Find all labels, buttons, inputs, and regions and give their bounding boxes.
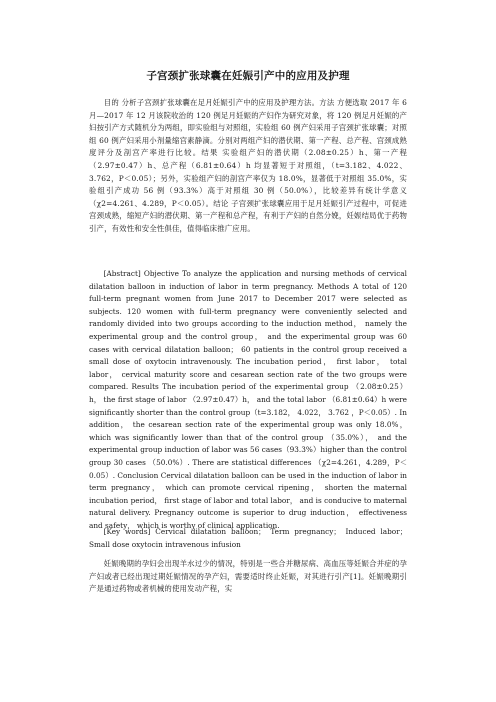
english-abstract: [Abstract] Objective To analyze the application and nursing methods of cervical dilatation balloon in induction of labor in term pregnancy. Methods A total of 120 full-term pregnant women from June 2017 to December 2017 were selected as subjects. 120 women with full-term pregnancy were conveniently selected and randomly divided into two groups according to the induction method， namely the experimental group and the control group， and the experimental group was 60 cases with cervical dilatation balloon； 60 patients in the control group received a small dose of oxytocin intravenously. The incubation period， first labor， total labor， cervical maturity score and cesarean section rate of the two groups were compared. Results The incubation period of the experimental group （2.08±0.25）h， the first stage of labor （2.97±0.47）h， and the total labor （6.81±0.64）h were significantly shorter than the control group（t=3.182， 4.022， 3.762 ，P＜0.05）. In addition， the cesarean section rate of the experimental group was only 18.0%， which was significantly lower than that of the control group （35.0%）， and the experimental group induction of labor was 56 cases（93.3%）higher than the control group 30 cases （50.0%）. There are statistical differences （χ2=4.261，4.289，P＜0.05）. Conclusion Cervical dilatation balloon can be used in the induction of labor in term pregnancy， which can promote cervical ripening， shorten the maternal incubation period， first stage of labor and total labor， and is conducive to maternal natural delivery. Pregnancy outcome is superior to drug induction， effectiveness and safety， which is worthy of clinical application. <box>89 269 407 530</box>
chinese-abstract: 目的 分析子宫颈扩张球囊在足月妊娠引产中的应用及护理方法。方法 方便选取 2017 年 6 月—2017 年 12 月该院收治的 120 例足月妊娠的产妇作为研究对象，将 120 例足月妊娠的产妇按引产方式随机分为两组，即实验组与对照组，实验组 60 例产妇采用子宫颈扩张球囊；对照组 60 例产妇采用小剂量缩宫素静滴。分别对两组产妇的潜伏期、第一产程、总产程、宫颈成熟度评分及剖宫产率进行比较。结果 实验组产妇的潜伏期（2.08±0.25）h、第一产程（2.97±0.47）h、总产程（6.81±0.64）h 均显著短于对照组，（t=3.182、4.022、3.762，P＜0.05）；另外，实验组产妇的剖宫产率仅为 18.0%，显著低于对照组 35.0%，实验组引产成功 56 例（93.3%）高于对照组 30 例（50.0%），比较差异有统计学意义（χ2=4.261、4.289，P＜0.05）。结论 子宫颈扩张球囊应用于足月妊娠引产过程中，可促进宫颈成熟，缩短产妇的潜伏期、第一产程和总产程，有利于产妇的自然分娩，妊娠结局优于药物引产，有效性和安全性俱佳，值得临床推广应用。 <box>89 98 407 233</box>
keywords: [Key words] Cervical dilatation balloon； Term pregnancy； Induced labor； Small dose oxytocin intravenous infusion <box>89 527 407 549</box>
paper-title: 子宫颈扩张球囊在妊娠引产中的应用及护理 <box>146 70 350 82</box>
introduction-paragraph: 妊娠晚期的孕妇会出现羊水过少的情况，特别是一些合并糖尿病、高血压等妊娠合并症的孕产妇或者已经出现过期妊娠情况的孕产妇，需要适时终止妊娠，对其进行引产[1]。妊娠晚期引产是通过药物或者机械的使用发动产程，实 <box>89 559 407 594</box>
